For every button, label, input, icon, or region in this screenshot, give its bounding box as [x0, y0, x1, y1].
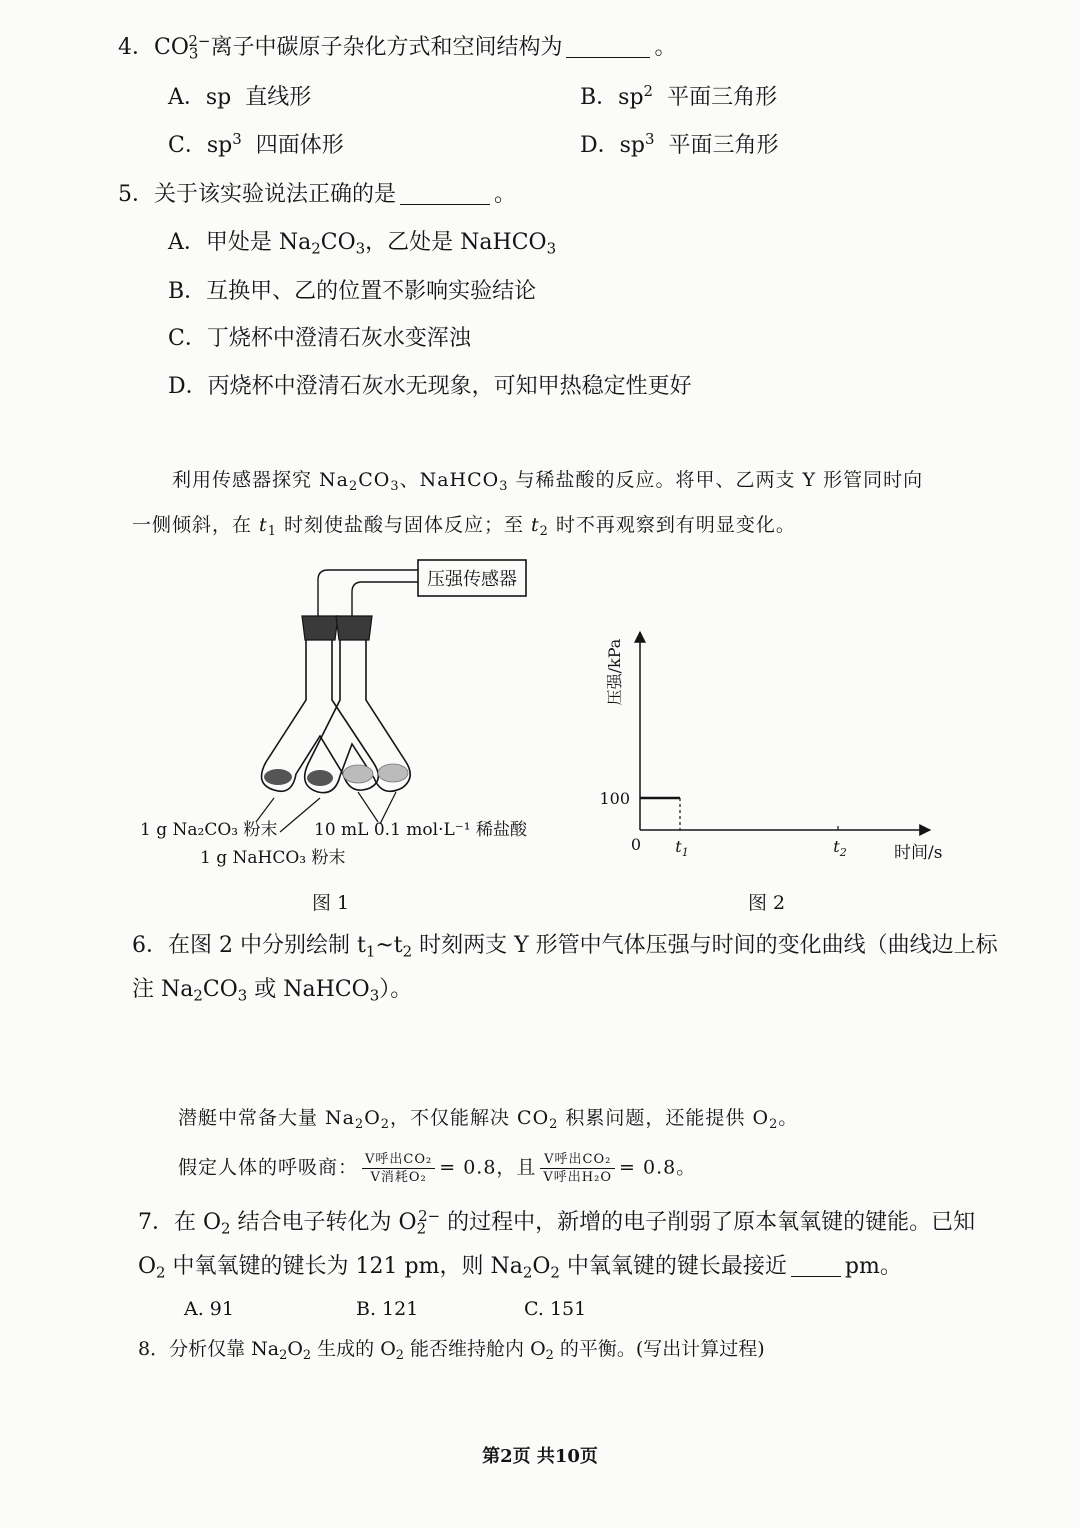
hcl-left	[343, 765, 373, 783]
pressure-sensor-label: 压强传感器	[427, 569, 517, 590]
intro-submarine-line-1: 潜艇中常备大量 $Na_2O_2$，不仅能解决 $CO_2$ 积累问题，还能提供 $O_2$。	[178, 1107, 799, 1132]
q4-option-d: D．$sp^3$ 平面三角形	[580, 129, 779, 158]
label-na2co3-powder: 1 g Na₂CO₃ 粉末	[140, 820, 278, 840]
fraction-co2-o2: $\frac{\text{V呼出CO₂}}{\text{V消耗O₂}}$	[362, 1151, 435, 1186]
figure-2-caption: 图 2	[748, 892, 786, 914]
y-tick-100: 100	[599, 789, 630, 808]
q6-line-2: 注 $Na_2CO_3$ 或 NaHCO$_3$）。	[132, 977, 413, 1005]
q5-option-c: C．丁烧杯中澄清石灰水变浑浊	[168, 326, 471, 351]
hcl-right	[378, 764, 408, 782]
respiratory-quotient-line: 假定人体的呼吸商： $\frac{\text{V呼出CO₂}}{\text{V消耗O₂}}$ = 0.8，且 $\frac{\text{V呼出CO₂}}{\text{V呼出H₂O}}$ = 0.8。	[178, 1152, 697, 1185]
nahco3-powder	[307, 770, 333, 786]
page-footer: 第2页 共10页	[482, 1446, 598, 1467]
stopper-right	[336, 616, 372, 640]
q4-option-a: A．sp 直线形	[168, 85, 312, 110]
figure-2-chart	[590, 612, 950, 872]
q5-stem: 5．关于该实验说法正确的是 。	[118, 182, 517, 207]
q5-option-b: B．互换甲、乙的位置不影响实验结论	[168, 279, 537, 304]
origin-label: 0	[630, 835, 642, 854]
q5-option-d: D．丙烧杯中澄清石灰水无现象，可知甲热稳定性更好	[168, 374, 692, 399]
answer-blank[interactable]	[566, 35, 650, 58]
q8-stem: 8．分析仅靠 $Na_2O_2$ 生成的 $O_2$ 能否维持舱内 $O_2$ 的平衡。(写出计算过程)	[138, 1338, 765, 1363]
x-axis-label: 时间/s	[894, 843, 943, 863]
x-tick-t1: $t_1$	[675, 837, 689, 859]
na2co3-powder	[264, 769, 292, 785]
stopper-left	[302, 616, 338, 640]
q7-option-b: B. 121	[356, 1298, 419, 1320]
q7-option-c: C. 151	[524, 1298, 587, 1320]
answer-blank[interactable]	[400, 182, 490, 205]
x-tick-t2: $t_2$	[833, 837, 847, 859]
label-dilute-hcl: 10 mL 0.1 mol·L⁻¹ 稀盐酸	[314, 820, 527, 840]
y-axis-label: 压强/kPa	[605, 638, 624, 706]
q4-option-c: C．$sp^3$ 四面体形	[168, 129, 344, 158]
q5-option-a: A．甲处是 $Na_2CO_3$，乙处是 NaHCO$_3$	[168, 230, 557, 258]
q7-line-1: 7．在 $O_2$ 结合电子转化为 $O_2^{2-}$ 的过程中，新增的电子削弱了原本氧氧键的键能。已知	[138, 1206, 976, 1238]
q6-line-1: 6．在图 2 中分别绘制 $t_1\sim t_2$ 时刻两支 Y 形管中气体压强与时间的变化曲线（曲线边上标	[132, 933, 998, 961]
q4-option-b: B．$sp^2$ 平面三角形	[580, 81, 778, 110]
intro-sensor-line-1: 利用传感器探究 $Na_2CO_3$、NaHCO$_3$ 与稀盐酸的反应。将甲、乙两支 Y 形管同时向	[172, 469, 924, 494]
figure-1-apparatus	[130, 552, 550, 882]
fraction-co2-h2o: $\frac{\text{V呼出CO₂}}{\text{V呼出H₂O}}$	[540, 1151, 615, 1186]
answer-blank[interactable]	[791, 1254, 841, 1277]
q7-line-2: $O_2$ 中氧氧键的键长为 121 pm，则 $Na_2O_2$ 中氧氧键的键长最接近 pm。	[138, 1254, 902, 1282]
label-nahco3-powder: 1 g NaHCO₃ 粉末	[200, 848, 346, 868]
figure-1-caption: 图 1	[312, 892, 350, 914]
intro-sensor-line-2: 一侧倾斜，在 $t_1$ 时刻使盐酸与固体反应；至 $t_2$ 时不再观察到有明显变化。	[132, 514, 796, 539]
q7-option-a: A. 91	[184, 1298, 234, 1320]
q4-stem: 4．$CO_3^{2-}$离子中碳原子杂化方式和空间结构为 。	[118, 31, 677, 63]
